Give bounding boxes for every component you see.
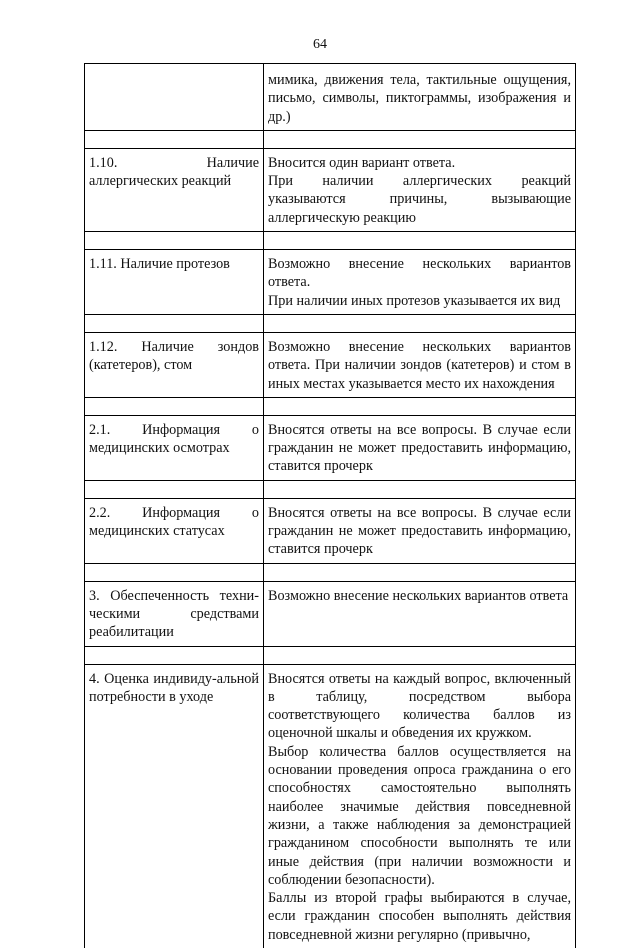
table-row	[85, 64, 576, 131]
description-cell	[264, 332, 576, 397]
description-paragraph: Выбор количества баллов осуществляется на основании проведения опроса гражданина о его способностях самостоятельно выполнять наиболее значимые действия повседневной жизни, а также наблюдения за демонстрацией гражданином способности выполнять те или иные действия (при наличии возможности и соблюдении безопасности).	[268, 743, 571, 888]
description-cell	[264, 148, 576, 231]
description-paragraph: Возможно внесение нескольких вариантов ответа. При наличии зондов (катетеров) и стом в иных местах указывается место их нахождения	[268, 338, 571, 392]
instructions-table	[84, 63, 576, 948]
table-row	[85, 332, 576, 397]
description-paragraph: При наличии иных протезов указывается их вид	[268, 292, 561, 309]
description-cell	[264, 415, 576, 480]
description-cell	[264, 664, 576, 948]
table-row	[85, 148, 576, 231]
description-cell	[264, 64, 576, 131]
description-paragraph: мимика, движения тела, тактильные ощущения, письмо, символы, пиктограммы, изображения и др.)	[268, 72, 571, 125]
description-paragraph: Возможно внесение нескольких вариантов ответа	[268, 587, 569, 604]
table-row	[85, 250, 576, 315]
description-cell	[264, 581, 576, 646]
description-cell	[264, 250, 576, 315]
description-paragraph: При наличии аллергических реакций указываются причины, вызывающие аллергическую реакцию	[268, 173, 571, 226]
description-paragraph: Вносится один вариант ответа.	[268, 154, 456, 171]
field-cell: 3. Обеспеченность техни-ческими средствами реабилитации	[85, 581, 264, 646]
field-cell: 4. Оценка индивиду-альной потребности в уходе	[85, 664, 264, 948]
field-cell: 2.1. Информация о медицинских осмотрах	[85, 415, 264, 480]
description-paragraph: Вносятся ответы на все вопросы. В случае если гражданин не может предоставить информацию, ставится прочерк	[268, 421, 571, 475]
page-number: 64	[313, 37, 327, 52]
description-paragraph: Возможно внесение нескольких вариантов ответа.	[268, 256, 571, 291]
table-row	[85, 415, 576, 480]
field-cell: 1.10. Наличие аллергических реакций	[85, 148, 264, 231]
field-cell: 1.12. Наличие зондов (катетеров), стом	[85, 332, 264, 397]
field-cell	[85, 64, 264, 131]
field-cell: 1.11. Наличие протезов	[85, 250, 264, 315]
field-cell: 2.2. Информация о медицинских статусах	[85, 498, 264, 563]
description-paragraph: Вносятся ответы на каждый вопрос, включенный в таблицу, посредством выбора соответствующего количества баллов из оценочной шкалы и обведения их кружком.	[268, 670, 571, 742]
table-row	[85, 498, 576, 563]
table-row	[85, 581, 576, 646]
description-paragraph: Баллы из второй графы выбираются в случае, если гражданин способен выполнять действия повседневной жизни регулярно (привычно,	[268, 890, 571, 943]
description-cell	[264, 498, 576, 563]
table-row	[85, 664, 576, 948]
description-paragraph: Вносятся ответы на все вопросы. В случае если гражданин не может предоставить информацию, ставится прочерк	[268, 504, 571, 558]
